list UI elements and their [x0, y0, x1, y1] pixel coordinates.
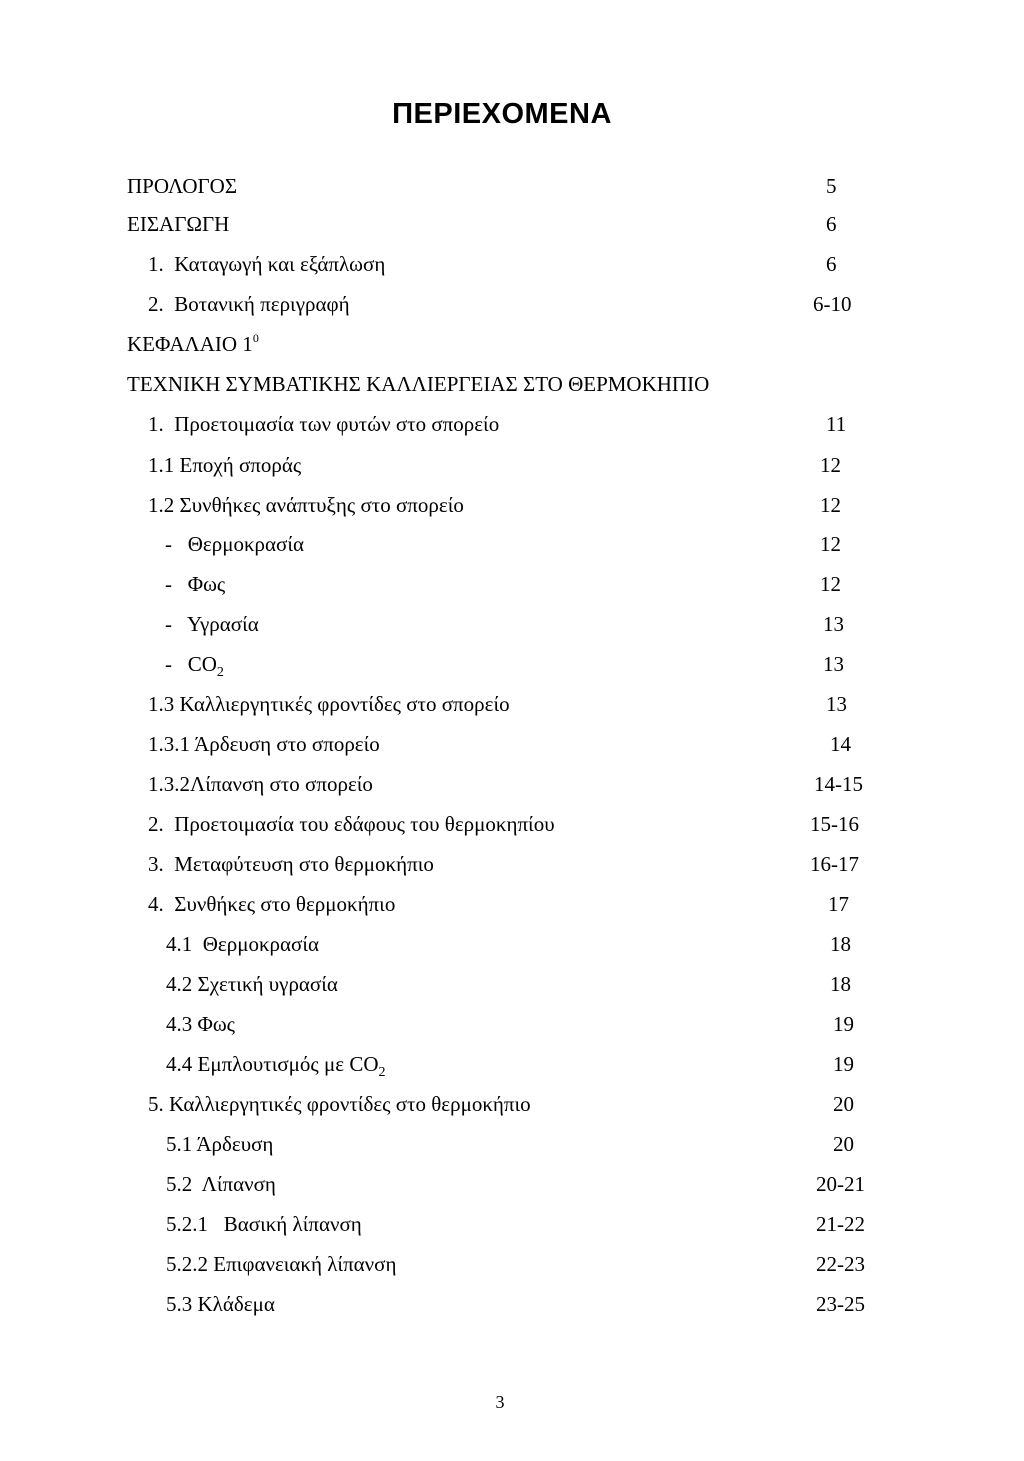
toc-entry-introduction [0, 209, 1024, 239]
toc-entry-page: 5 [826, 174, 837, 198]
toc-entry-page: 15-16 [810, 812, 859, 836]
toc-entry [0, 569, 1024, 599]
toc-entry-label: 5.2.1 Βασική λίπανση [166, 1212, 362, 1236]
toc-entry-label: 4. Συνθήκες στο θερμοκήπιο [148, 892, 396, 916]
toc-entry-label: 1. Καταγωγή και εξάπλωση [148, 252, 386, 276]
toc-entry [0, 1089, 1024, 1119]
toc-entry-page: 17 [828, 892, 849, 916]
toc-entry-label: 5. Καλλιεργητικές φροντίδες στο θερμοκήπιο [148, 1092, 531, 1116]
toc-entry-label: 1.3.2Λίπανση στο σπορείο [148, 772, 373, 796]
toc-entry-label: 4.4 Εμπλουτισμός με $CO_2$ [166, 1052, 386, 1080]
toc-entry-label: 2. Προετοιμασία του εδάφους του θερμοκηπίου [148, 812, 555, 836]
toc-entry [0, 809, 1024, 839]
toc-entry-page: 21-22 [816, 1212, 865, 1236]
toc-entry-page: 18 [830, 972, 851, 996]
toc-entry-page: 14-15 [814, 772, 863, 796]
toc-entry [0, 1289, 1024, 1319]
toc-entry-label: - Υγρασία [165, 612, 259, 636]
toc-entry-label: - Θερμοκρασία [165, 532, 305, 556]
toc-entry-label: 1.3.1 Άρδευση στο σπορείο [148, 732, 380, 756]
toc-entry [0, 1249, 1024, 1279]
superscript: 0 [252, 331, 259, 345]
toc-entry-label: 4.3 Φως [166, 1012, 235, 1036]
page-number: 3 [495, 1392, 505, 1412]
toc-entry [0, 849, 1024, 879]
toc-entry-label: 2. Βοτανική περιγραφή [148, 292, 350, 316]
toc-entry-label: ΤΕΧΝΙΚΗ ΣΥΜΒΑΤΙΚΗΣ ΚΑΛΛΙΕΡΓΕΙΑΣ ΣΤΟ ΘΕΡΜΟΚΗΠΙΟ [127, 372, 710, 396]
toc-entry [0, 769, 1024, 799]
toc-entry-label: ΕΙΣΑΓΩΓΗ [127, 212, 230, 236]
toc-entry [0, 969, 1024, 999]
toc-entry-page: 11 [826, 412, 847, 436]
subscript: 2 [378, 1065, 386, 1080]
toc-entry [0, 649, 1024, 679]
toc-entry-label: 1.2 Συνθήκες ανάπτυξης στο σπορείο [148, 493, 464, 517]
toc-entry-page: 12 [820, 532, 841, 556]
toc-entry-page: 12 [820, 453, 841, 477]
toc-entry [0, 1209, 1024, 1239]
toc-entry [0, 1129, 1024, 1159]
toc-entry [0, 729, 1024, 759]
toc-entry [0, 689, 1024, 719]
toc-entry-page: 23-25 [816, 1292, 865, 1316]
toc-entry-page: 13 [823, 652, 844, 676]
toc-entry-page: 16-17 [810, 852, 859, 876]
toc-entry-page: 22-23 [816, 1252, 865, 1276]
toc-entry-page: 6 [826, 212, 837, 236]
toc-entry-page: 20-21 [816, 1172, 865, 1196]
toc-chapter-heading [0, 329, 1024, 359]
toc-entry-label: 4.2 Σχετική υγρασία [166, 972, 338, 996]
toc-entry [0, 889, 1024, 919]
toc-entry [0, 249, 1024, 279]
toc-entry [0, 1009, 1024, 1039]
toc-entry [0, 450, 1024, 480]
toc-entry-label: 1. Προετοιμασία των φυτών στο σπορείο [148, 412, 500, 436]
toc-entry [0, 609, 1024, 639]
toc-entry-page: 20 [833, 1092, 854, 1116]
toc-entry-label: ΠΡΟΛΟΓΟΣ [127, 174, 238, 198]
toc-entry-page: 6 [826, 252, 837, 276]
toc-entry-label: 3. Μεταφύτευση στο θερμοκήπιο [148, 852, 434, 876]
toc-entry-page: 14 [830, 732, 851, 756]
toc-entry-page: 19 [833, 1012, 854, 1036]
toc-entry-label: ΚΕΦΑΛΑΙΟ $1^0$ [127, 331, 259, 356]
toc-chapter-title [0, 369, 1024, 399]
toc-entry [0, 1049, 1024, 1079]
toc-entry [0, 929, 1024, 959]
toc-entry-page: 13 [823, 612, 844, 636]
toc-entry-page: 13 [826, 692, 847, 716]
toc-entry [0, 409, 1024, 439]
toc-entry-page: 12 [820, 572, 841, 596]
toc-entry-page: 18 [830, 932, 851, 956]
toc-entry [0, 1169, 1024, 1199]
toc-entry [0, 289, 1024, 319]
toc-entry [0, 490, 1024, 520]
toc-entry-page: 6-10 [813, 292, 852, 316]
toc-entry-label: 1.1 Εποχή σποράς [148, 453, 302, 477]
toc-entry [0, 529, 1024, 559]
toc-entry-page: 20 [833, 1132, 854, 1156]
toc-entry-prologue [0, 171, 1024, 201]
toc-entry-label: - $CO_2$ [165, 652, 224, 680]
toc-entry-page: 12 [820, 493, 841, 517]
page-title: ΠΕΡΙΕΧΟΜΕΝΑ [392, 98, 612, 130]
subscript: 2 [216, 665, 224, 680]
toc-entry-label: 5.2 Λίπανση [166, 1172, 276, 1196]
toc-entry-label: 5.2.2 Επιφανειακή λίπανση [166, 1252, 397, 1276]
toc-entry-label: 1.3 Καλλιεργητικές φροντίδες στο σπορείο [148, 692, 510, 716]
toc-entry-label: 4.1 Θερμοκρασία [166, 932, 320, 956]
toc-entry-label: 5.1 Άρδευση [166, 1132, 274, 1156]
toc-entry-page: 19 [833, 1052, 854, 1076]
toc-entry-label: 5.3 Κλάδεμα [166, 1292, 275, 1316]
toc-entry-label: - Φως [165, 572, 226, 596]
